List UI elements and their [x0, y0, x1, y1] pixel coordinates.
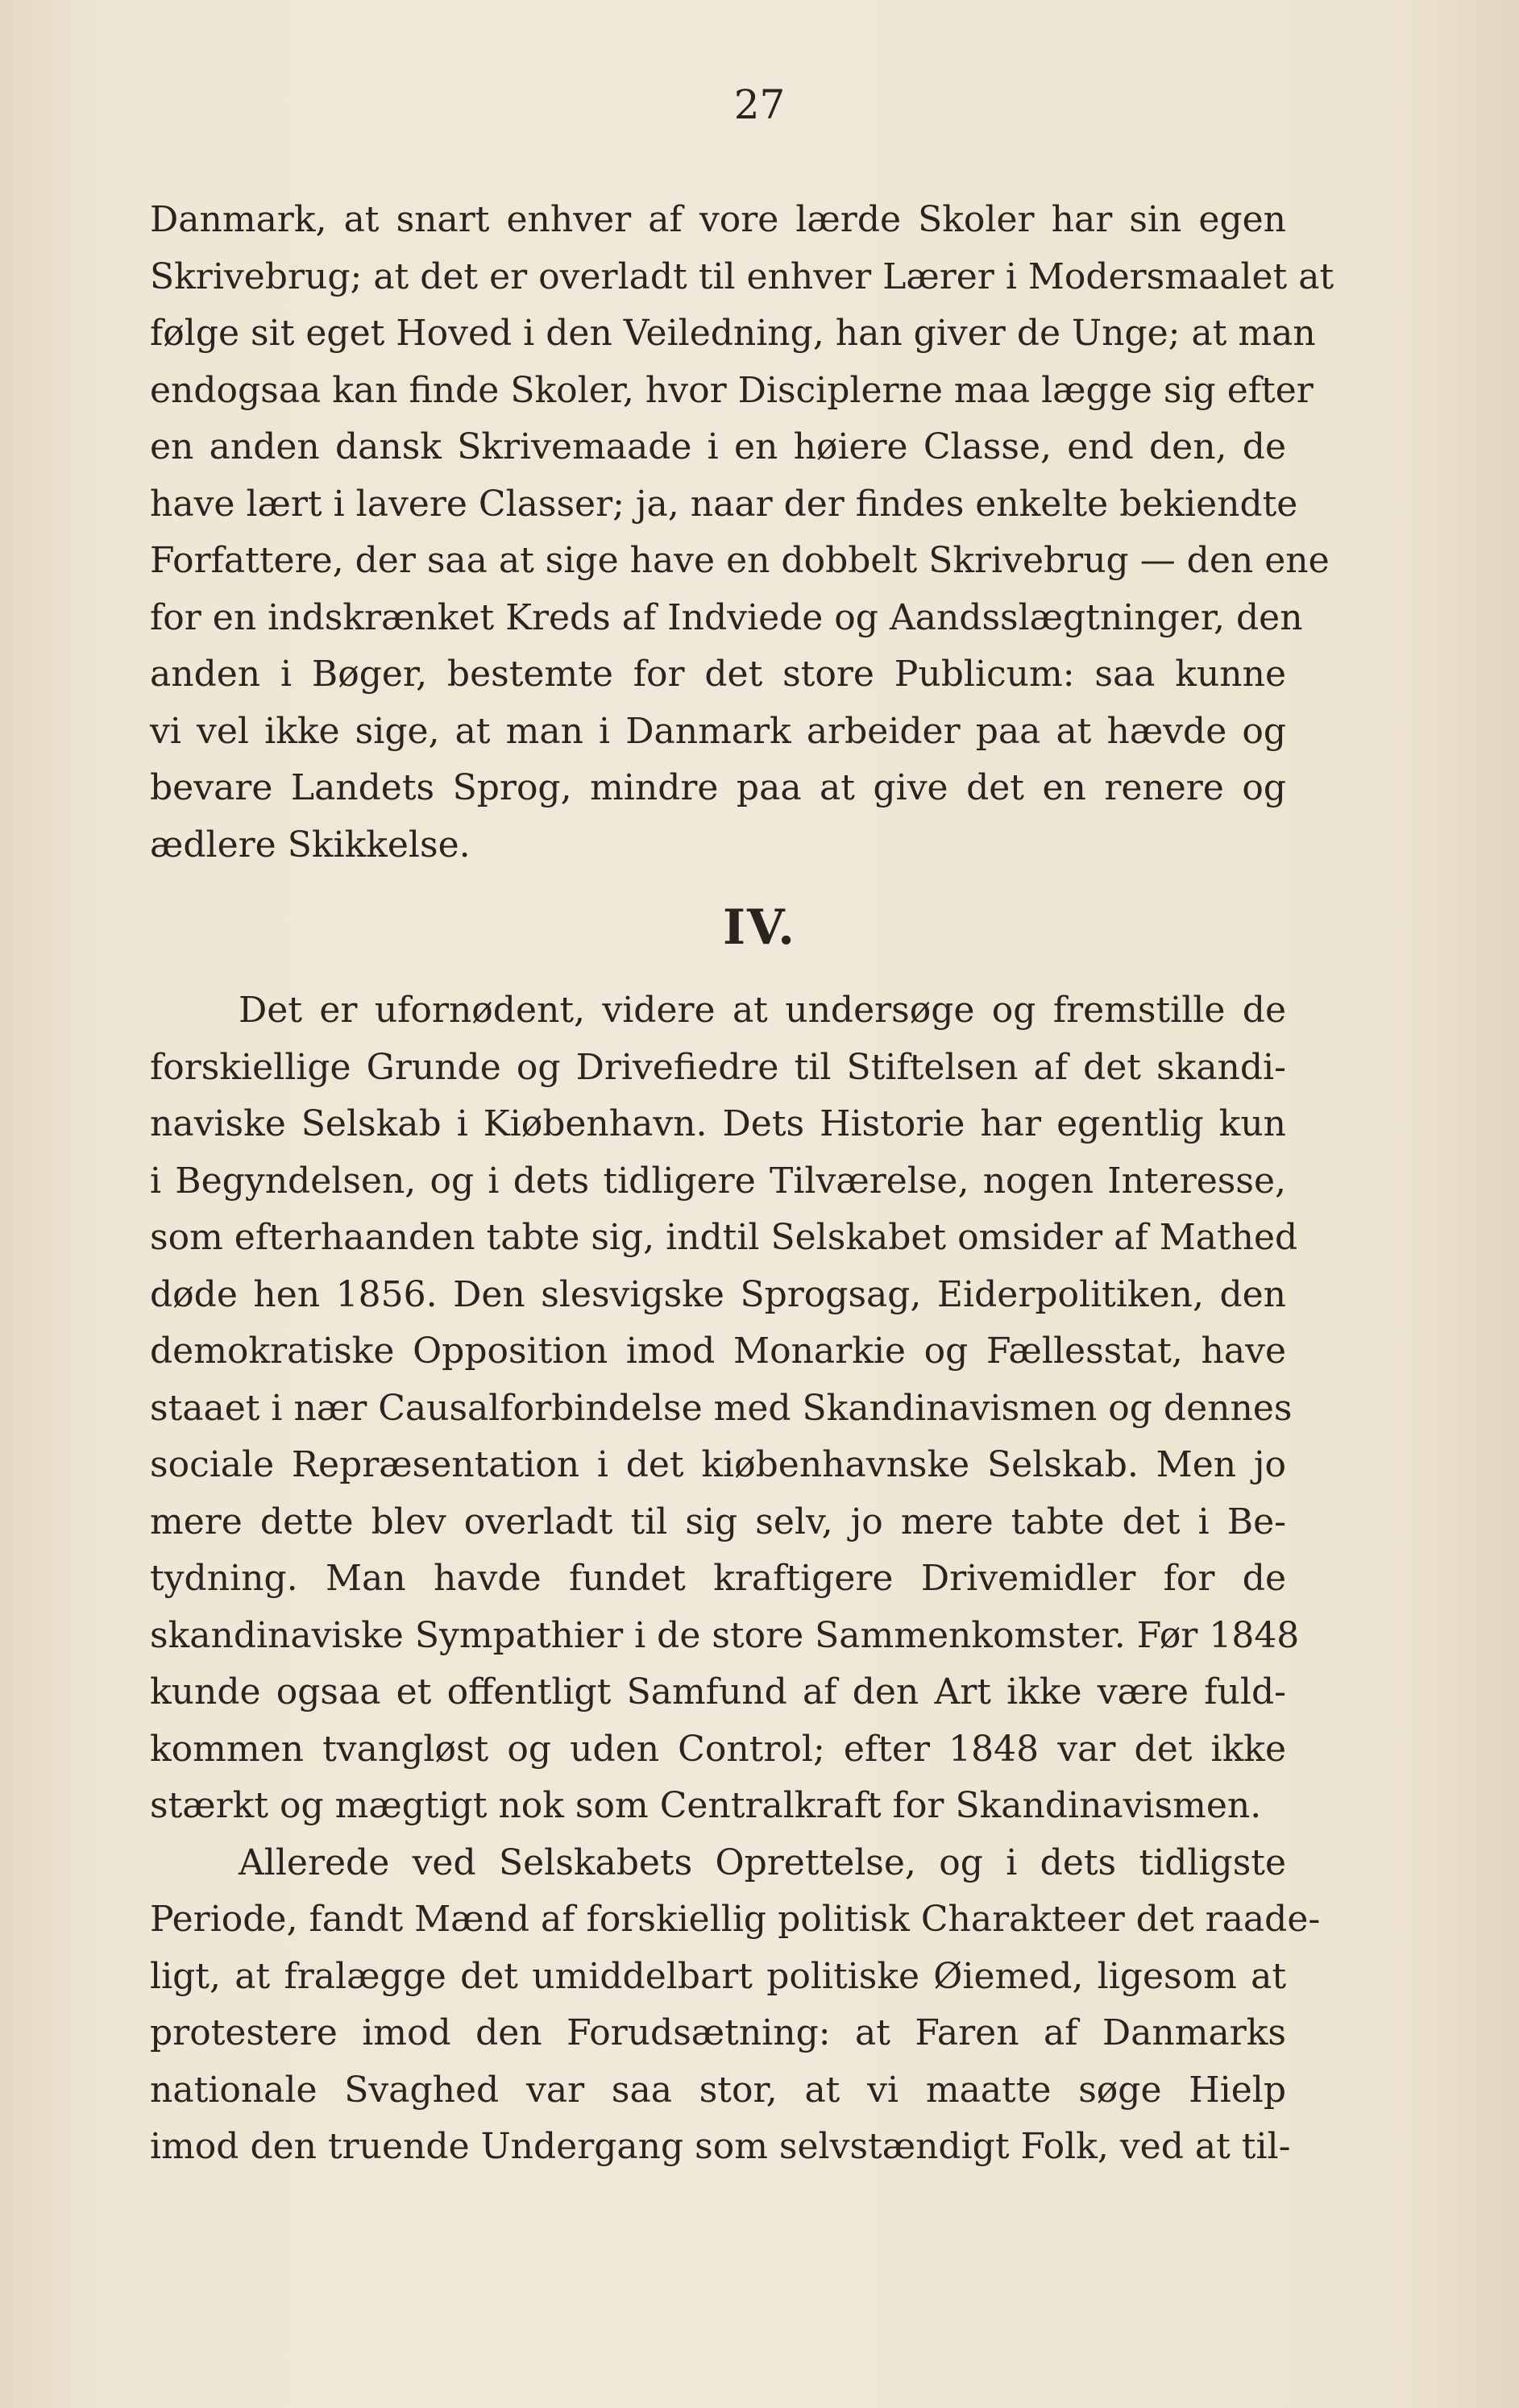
- text-line: en anden dansk Skrivemaade i en høiere Classe, end den, de: [150, 426, 1286, 467]
- text-line: naviske Selskab i Kiøbenhavn. Dets Historie har egentlig kun: [150, 1103, 1286, 1144]
- text-line: stærkt og mægtigt nok som Centralkraft for Skandinavismen.: [150, 1785, 1262, 1826]
- text-line: bevare Landets Sprog, mindre paa at give det en renere og: [150, 767, 1286, 808]
- text-line: anden i Bøger, bestemte for det store Publicum: saa kunne: [150, 654, 1286, 695]
- text-line: for en indskrænket Kreds af Indviede og Aandsslægtninger, den: [150, 596, 1303, 638]
- paragraph-continued: [150, 192, 1334, 874]
- text-line: døde hen 1856. Den slesvigske Sprogsag, Eiderpolitiken, den: [150, 1273, 1286, 1315]
- text-line: imod den truende Undergang som selvstændigt Folk, ved at til-: [150, 2126, 1291, 2167]
- text-line: vi vel ikke sige, at man i Danmark arbeider paa at hævde og: [150, 710, 1286, 752]
- text-line: Forfattere, der saa at sige have en dobbelt Skrivebrug — den ene: [150, 540, 1330, 581]
- text-line: have lært i lavere Classer; ja, naar der findes enkelte bekiendte: [150, 483, 1298, 525]
- text-line: Skrivebrug; at det er overladt til enhver Lærer i Modersmaalet at: [150, 255, 1334, 297]
- text-line: demokratiske Opposition imod Monarkie og Fællesstat, have: [150, 1331, 1286, 1372]
- section-body: [150, 982, 1321, 2176]
- text-line: tydning. Man havde fundet kraftigere Drivemidler for de: [150, 1558, 1286, 1599]
- text-line: nationale Svaghed var saa stor, at vi maatte søge Hielp: [150, 2069, 1286, 2111]
- section-heading: IV.: [722, 899, 797, 956]
- text-line: i Begyndelsen, og i dets tidligere Tilværelse, nogen Interesse,: [150, 1160, 1286, 1202]
- text-line: sociale Repræsentation i det kiøbenhavnske Selskab. Men jo: [150, 1444, 1286, 1485]
- page-number: 27: [733, 81, 786, 128]
- text-line: forskiellige Grunde og Drivefiedre til Stiftelsen af det skandi-: [150, 1046, 1286, 1088]
- text-line: følge sit eget Hoved i den Veiledning, han giver de Unge; at man: [150, 313, 1316, 354]
- text-line: ædlere Skikkelse.: [150, 824, 471, 866]
- text-line: protestere imod den Forudsætning: at Faren af Danmarks: [150, 2012, 1286, 2053]
- text-line: Periode, fandt Mænd af forskiellig politisk Charakteer det raade-: [150, 1899, 1321, 1940]
- text-line: staaet i nær Causalforbindelse med Skandinavismen og dennes: [150, 1387, 1293, 1429]
- text-line: endogsaa kan finde Skoler, hvor Disciplerne maa lægge sig efter: [150, 369, 1314, 411]
- text-line: mere dette blev overladt til sig selv, jo mere tabte det i Be-: [150, 1501, 1286, 1542]
- text-line: som efterhaanden tabte sig, indtil Selskabet omsider af Mathed: [150, 1217, 1298, 1258]
- text-line: kunde ogsaa et offentligt Samfund af den Art ikke være fuld-: [150, 1671, 1286, 1713]
- text-line: ligt, at fralægge det umiddelbart politiske Øiemed, ligesom at: [150, 1955, 1286, 1997]
- text-line: Danmark, at snart enhver af vore lærde Skoler har sin egen: [150, 199, 1286, 240]
- text-line: Allerede ved Selskabets Oprettelse, og i dets tidligste: [239, 1841, 1286, 1883]
- text-line: skandinaviske Sympathier i de store Sammenkomster. Før 1848: [150, 1614, 1300, 1656]
- text-line: kommen tvangløst og uden Control; efter 1848 var det ikke: [150, 1728, 1286, 1770]
- text-line: Det er ufornødent, videre at undersøge og fremstille de: [239, 990, 1286, 1031]
